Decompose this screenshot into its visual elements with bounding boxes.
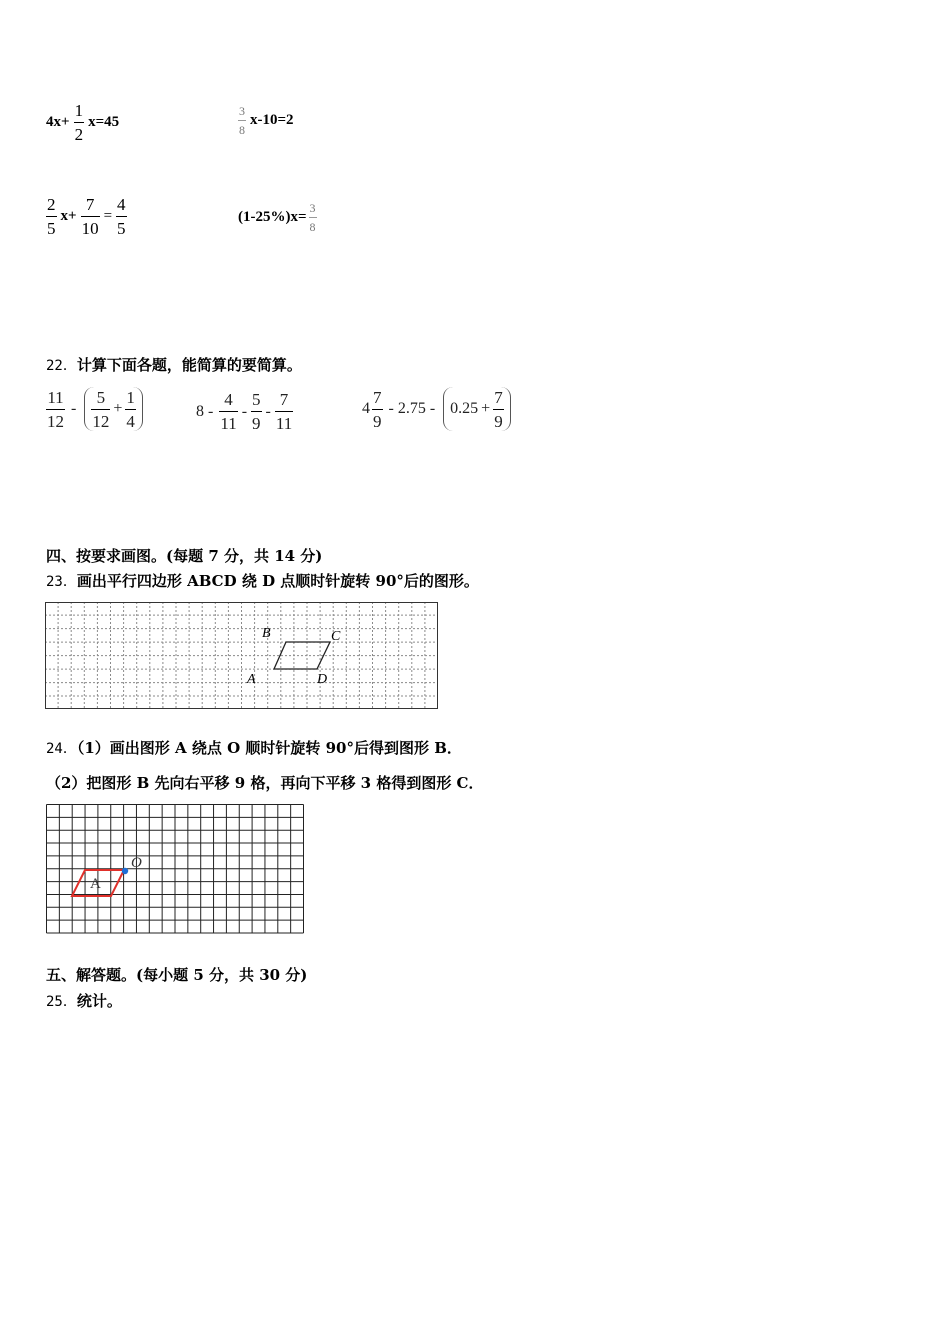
expr2-fraction-2: $\frac{5}{9}$	[252, 390, 261, 433]
expr1-plus: +	[113, 400, 123, 417]
equation-1	[46, 102, 119, 143]
equation-4	[238, 202, 317, 233]
equation-3-fraction-1: $\frac{2}{5}$	[47, 195, 56, 238]
question-25-prompt: 25．统计。	[46, 992, 122, 1010]
q24-square-grid	[47, 805, 304, 934]
expr3-fraction-2: $\frac{7}{9}$	[494, 387, 503, 431]
expr1-fraction-1: $\frac{11}{12}$	[47, 387, 64, 431]
expr3-mid: - 2.75 -	[388, 400, 436, 417]
expr2-minus-2: -	[265, 402, 271, 420]
equation-3	[46, 196, 127, 237]
expr2-lead: 8 -	[196, 402, 214, 420]
question-24-part-1: 24．（1）画出图形 A 绕点 O 顺时针旋转 90°后得到图形 B．	[46, 739, 462, 757]
vertex-label-c: C	[331, 629, 341, 644]
expr1-parenthesis	[84, 387, 143, 431]
equation-3-equals: =	[103, 208, 113, 224]
expr2-fraction-1: $\frac{4}{11}$	[220, 390, 237, 433]
section-4-title: 四、按要求画图。(每题 7 分，共 14 分)	[46, 547, 323, 565]
expr3-plus: +	[481, 400, 491, 417]
shape-a-label: A	[90, 876, 101, 892]
expr2-minus-1: -	[241, 402, 248, 420]
equation-1-lead: 4x+	[46, 114, 70, 130]
calc-expression-2	[196, 391, 293, 432]
vertex-label-d: D	[317, 672, 328, 687]
equation-3-mid: x+	[60, 208, 77, 224]
point-o-label: O	[131, 855, 142, 871]
equation-1-fraction: $\frac{1}{2}$	[74, 101, 84, 144]
q23-grid-figure	[45, 602, 439, 710]
equation-2	[238, 105, 294, 136]
question-22-prompt: 22．计算下面各题，能简算的要简算。	[46, 356, 302, 374]
equation-2-tail: x-10=2	[250, 112, 294, 128]
question-24-part-2: （2）把图形 B 先向右平移 9 格，再向下平移 3 格得到图形 C．	[46, 774, 484, 792]
expr3-fraction-1: $\frac{7}{9}$	[373, 387, 382, 431]
q23-dashed-grid	[45, 602, 438, 709]
point-o-dot	[122, 868, 128, 874]
expr3-whole: 4	[362, 400, 370, 417]
equation-4-fraction: $\frac{3}{8}$	[309, 201, 316, 234]
expr1-fraction-3: $\frac{1}{4}$	[126, 387, 135, 431]
calc-expression-1	[46, 387, 145, 431]
expr2-fraction-3: $\frac{7}{11}$	[275, 390, 293, 433]
equation-3-fraction-2: $\frac{7}{10}$	[81, 195, 99, 238]
calc-expression-3	[362, 387, 513, 431]
equation-2-fraction: $\frac{3}{8}$	[239, 104, 245, 137]
vertex-label-a: A	[247, 672, 256, 687]
equation-1-tail: x=45	[88, 114, 120, 130]
section-5-title: 五、解答题。(每小题 5 分，共 30 分)	[46, 966, 308, 984]
equation-3-fraction-3: $\frac{4}{5}$	[117, 195, 126, 238]
equation-4-lead: (1-25%)x=	[238, 209, 307, 225]
vertex-label-b: B	[262, 626, 271, 641]
q24-grid-figure	[46, 804, 304, 936]
expr1-fraction-2: $\frac{5}{12}$	[92, 387, 110, 431]
question-23-prompt: 23．画出平行四边形 ABCD 绕 D 点顺时针旋转 90°后的图形。	[46, 572, 479, 590]
expr3-inner: 0.25	[450, 400, 479, 417]
expr3-parenthesis	[443, 387, 511, 431]
expr1-minus: -	[71, 400, 77, 417]
